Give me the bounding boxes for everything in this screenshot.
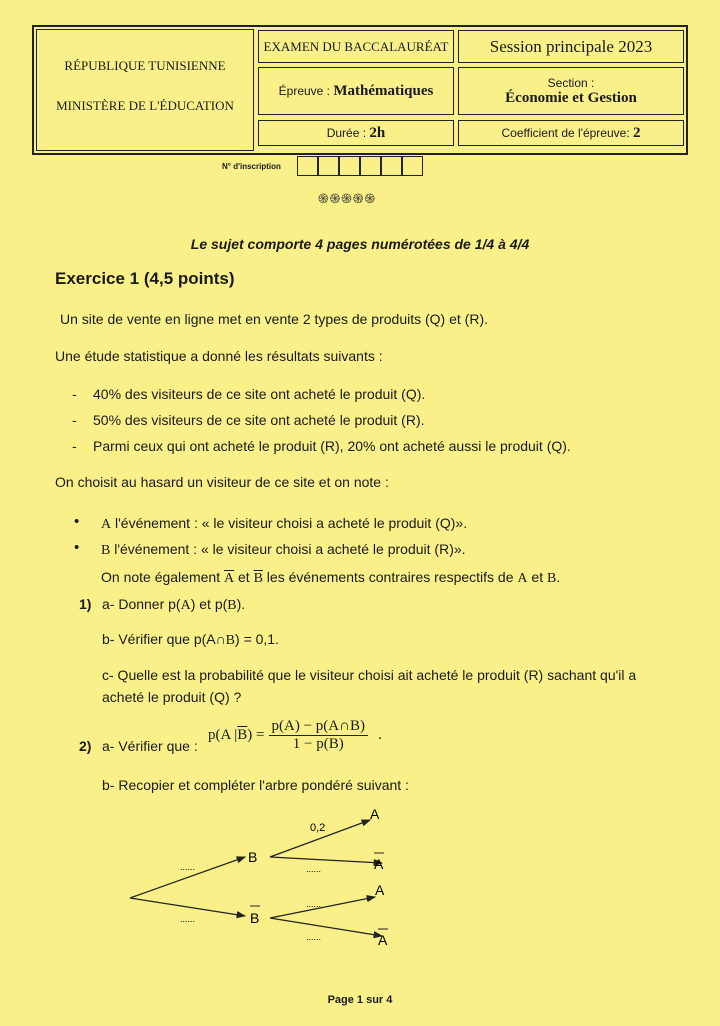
question-1c: c- Quelle est la probabilité que le visiteur choisi ait acheté le produit (R) sachant qu'il a <box>102 667 637 683</box>
study-intro: Une étude statistique a donné les résultats suivants : <box>55 348 383 364</box>
tree-leaf-a: A <box>375 882 385 898</box>
page-footer: Page 1 sur 4 <box>327 994 393 1006</box>
question-2b: b- Recopier et compléter l'arbre pondéré suivant : <box>102 777 409 793</box>
text-fragment: . <box>556 569 561 585</box>
formula-fraction <box>269 718 368 753</box>
text-fragment: ) et p( <box>190 596 228 612</box>
question-1a <box>102 595 245 615</box>
branch-weight: 0,2 <box>310 822 326 834</box>
text-fragment: ) = 0,1. <box>235 631 279 647</box>
epreuve-label: Épreuve : <box>278 84 331 98</box>
tree-node-bbar: B <box>250 910 260 926</box>
inscription-box[interactable] <box>381 156 402 176</box>
branch-weight-blank: ...... <box>306 864 322 874</box>
result-item: 40% des visiteurs de ce site ont acheté le produit (Q). <box>93 386 426 402</box>
question-number: 1) <box>79 596 92 612</box>
inscription-box[interactable] <box>297 156 318 176</box>
section-cell <box>458 67 684 115</box>
event-letter: B <box>225 633 236 648</box>
result-item: Parmi ceux qui ont acheté le produit (R), 20% ont acheté aussi le produit (Q). <box>93 438 571 454</box>
inscription-box[interactable] <box>402 156 423 176</box>
tree-leaf-a: A <box>370 806 380 822</box>
probability-tree <box>120 800 420 960</box>
complementary-events <box>101 568 560 588</box>
event-a-definition <box>101 514 467 534</box>
choice-text: On choisit au hasard un visiteur de ce site et on note : <box>55 474 389 490</box>
text-fragment: a- Vérifier que : <box>102 738 198 754</box>
formula-lhs: ) = <box>247 727 265 743</box>
fraction-numerator: p(A) − p(A∩B) <box>269 718 368 736</box>
branch-weight-blank: ...... <box>306 932 322 942</box>
question-1b <box>102 630 279 650</box>
event-letter: B <box>227 598 237 613</box>
duree-cell <box>258 120 454 146</box>
text-fragment: a- Donner p( <box>102 596 181 612</box>
text-fragment: les événements contraires respectifs de <box>262 569 518 585</box>
event-letter: A <box>517 571 528 586</box>
event-letter: B <box>546 571 557 586</box>
branch-weight-blank: ...... <box>180 914 196 924</box>
branch-weight-blank: ...... <box>180 862 196 872</box>
header-left-panel <box>36 29 254 151</box>
event-letter-bar: $\overline{A}$ <box>223 571 235 586</box>
list-dash: - <box>72 386 77 402</box>
bullet-point: • <box>74 539 80 556</box>
coefficient-cell <box>458 120 684 146</box>
question-number: 2) <box>79 738 92 754</box>
text-fragment: et <box>234 569 254 585</box>
tree-branch <box>270 918 382 936</box>
section-value: Économie et Gestion <box>505 89 637 106</box>
exam-title: EXAMEN DU BACCALAURÉAT <box>258 30 454 63</box>
question-2a <box>102 737 198 755</box>
event-letter-bar: $\overline{B}$ <box>253 571 263 586</box>
exercise-title: Exercice 1 (4,5 points) <box>55 269 235 288</box>
result-item: 50% des visiteurs de ce site ont acheté le produit (R). <box>93 412 425 428</box>
event-b-definition <box>101 540 466 560</box>
formula-lhs: p(A | <box>208 727 238 743</box>
formula-end: . <box>377 727 382 743</box>
list-dash: - <box>72 438 77 454</box>
question-1c-continued: acheté le produit (Q) ? <box>102 689 242 705</box>
coefficient-value: 2 <box>633 124 641 141</box>
fraction-denominator: 1 − p(B) <box>292 736 344 752</box>
event-letter-bar: $\overline{B}$ <box>237 727 248 743</box>
epreuve-value: Mathématiques <box>333 82 434 99</box>
event-letter: A <box>101 517 112 532</box>
text-fragment: ). <box>236 596 246 612</box>
tree-node-b: B <box>248 849 258 865</box>
branch-weight-blank: ...... <box>306 899 322 909</box>
tree-leaf-abar: A <box>378 932 388 948</box>
inscription-box[interactable] <box>339 156 360 176</box>
list-dash: - <box>72 412 77 428</box>
session-title: Session principale 2023 <box>458 30 684 63</box>
inscription-box[interactable] <box>360 156 381 176</box>
duree-value: 2h <box>369 124 386 141</box>
epreuve-cell <box>258 67 454 115</box>
tree-leaf-abar: A <box>374 856 384 872</box>
inscription-label: N° d'inscription <box>222 162 281 171</box>
event-text: l'événement : « le visiteur choisi a acheté le produit (Q)». <box>111 515 468 531</box>
section-label: Section : <box>547 75 595 90</box>
exercise-intro: Un site de vente en ligne met en vente 2 types de produits (Q) et (R). <box>60 311 488 327</box>
inscription-box[interactable] <box>318 156 339 176</box>
text-fragment: On note également <box>101 569 224 585</box>
text-fragment: et <box>527 569 547 585</box>
event-text: l'événement : « le visiteur choisi a acheté le produit (R)». <box>110 541 466 557</box>
country-name: RÉPUBLIQUE TUNISIENNE <box>64 58 226 73</box>
subject-note: Le sujet comporte 4 pages numérotées de 1/4 à 4/4 <box>190 236 530 252</box>
event-letter: A <box>180 598 191 613</box>
duree-label: Durée : <box>326 126 367 140</box>
ornament-divider: ֍֍֍֍֍ <box>318 191 377 206</box>
event-letter: B <box>101 543 111 558</box>
bullet-point: • <box>74 513 80 530</box>
tree-branch <box>270 857 382 863</box>
text-fragment: b- Vérifier que p(A∩ <box>102 631 226 647</box>
tree-branch <box>270 897 375 918</box>
conditional-formula <box>208 718 382 753</box>
coefficient-label: Coefficient de l'épreuve: <box>501 126 630 140</box>
ministry-name: MINISTÈRE DE L'ÉDUCATION <box>56 98 234 113</box>
